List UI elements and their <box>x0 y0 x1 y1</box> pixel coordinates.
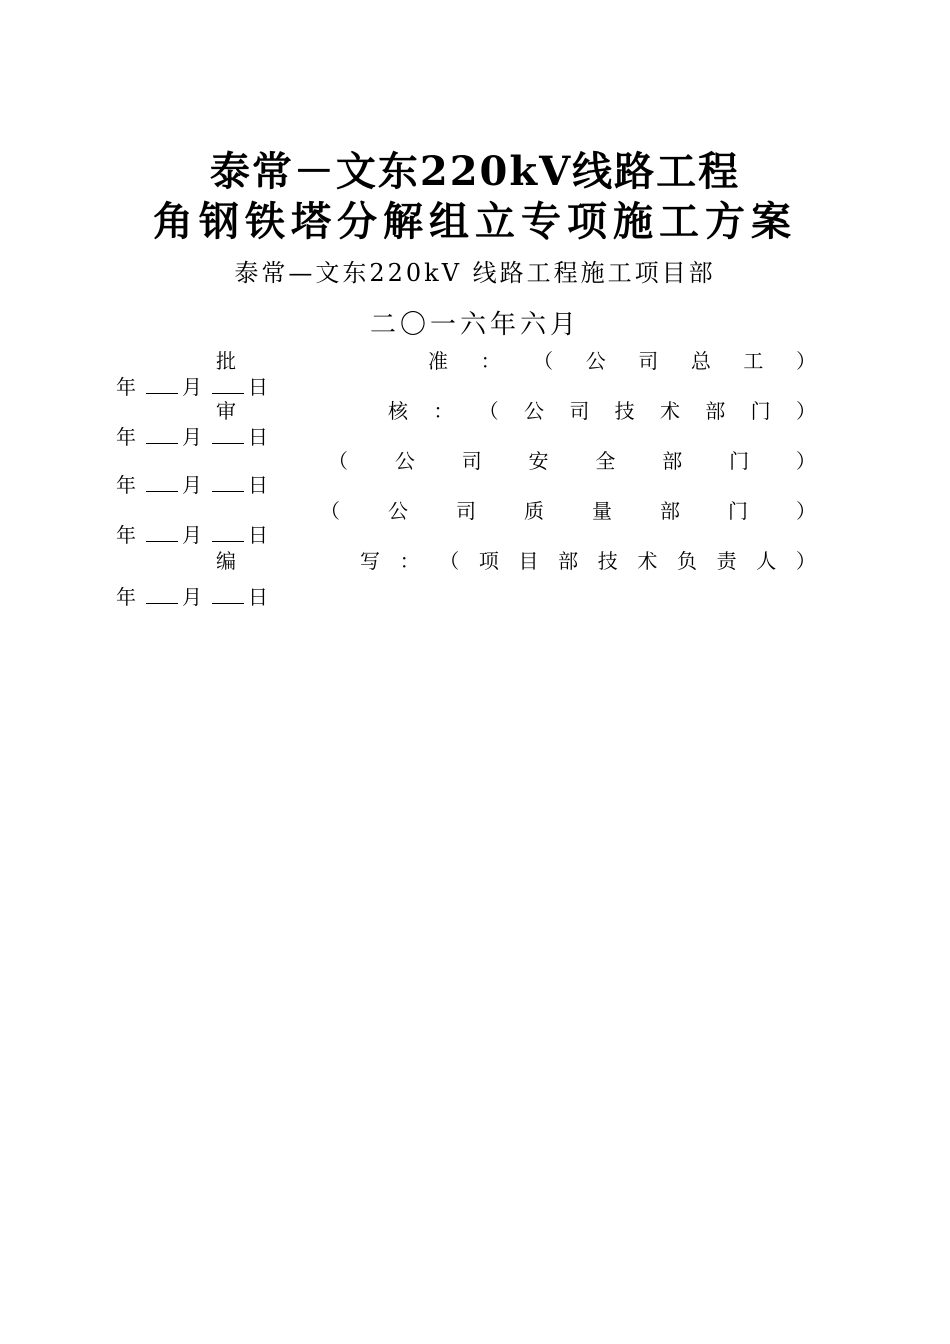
author-role-char: ： <box>399 549 420 573</box>
month-blank[interactable] <box>146 375 178 394</box>
review-role-char: （ <box>478 399 499 423</box>
month-blank[interactable] <box>146 523 178 542</box>
title-line-1: 泰常－文东220kV线路工程 <box>209 148 741 195</box>
review-role-char: 司 <box>569 399 590 423</box>
quality-role-char: 量 <box>592 499 612 523</box>
month-label: 月 <box>182 523 202 547</box>
author-role-char: 术 <box>637 549 658 573</box>
safety-role-char: ） <box>795 449 816 473</box>
approve-label: 批 <box>216 349 236 373</box>
document-date: 二〇一六年六月 <box>369 310 580 340</box>
author-role-char: （ <box>439 549 460 573</box>
day-blank[interactable] <box>212 585 244 604</box>
quality-role-char: ） <box>796 499 816 523</box>
author-row <box>116 548 816 574</box>
author-role-char: 项 <box>478 549 499 573</box>
approve-role-char: 司 <box>638 349 659 373</box>
approve-role-char: ： <box>480 349 501 373</box>
author-role-char: 技 <box>597 549 618 573</box>
day-blank[interactable] <box>212 523 244 542</box>
safety-role-char: 门 <box>729 449 750 473</box>
year-label: 年 <box>116 473 136 497</box>
day-blank[interactable] <box>212 375 244 394</box>
author-role-char: 负 <box>677 549 697 573</box>
author-label: 编 <box>216 549 236 573</box>
author-role-char: 写 <box>360 549 380 573</box>
month-blank[interactable] <box>146 473 178 492</box>
organization-name: 泰常—文东220kV 线路工程施工项目部 <box>234 259 716 287</box>
review-role-char: ） <box>795 399 816 423</box>
quality-date-line <box>116 522 268 548</box>
safety-role-char: 全 <box>595 449 616 473</box>
month-label: 月 <box>182 585 202 609</box>
author-role-char: 人 <box>756 549 777 573</box>
review-role-char: 核 <box>388 399 408 423</box>
quality-role-char: 质 <box>524 499 544 523</box>
title-line-2: 角钢铁塔分解组立专项施工方案 <box>153 198 797 245</box>
approve-role-char: ） <box>795 349 816 373</box>
safety-role-char: 公 <box>394 449 415 473</box>
review-role <box>388 398 816 424</box>
approve-role-char: 工 <box>743 349 764 373</box>
safety-row <box>116 448 816 474</box>
safety-date-line <box>116 472 268 498</box>
month-label: 月 <box>182 375 202 399</box>
review-label: 审 <box>216 399 236 423</box>
author-role <box>360 548 816 574</box>
safety-role <box>328 448 816 474</box>
quality-role-char: 门 <box>728 499 748 523</box>
approve-date-line <box>116 374 268 400</box>
day-label: 日 <box>248 375 268 399</box>
review-role-char: 门 <box>750 399 771 423</box>
safety-role-char: 部 <box>662 449 683 473</box>
approve-row <box>116 348 816 374</box>
safety-role-char: 安 <box>528 449 549 473</box>
approve-role-char: 总 <box>690 349 711 373</box>
month-blank[interactable] <box>146 585 178 604</box>
year-label: 年 <box>116 523 136 547</box>
author-role-char: 目 <box>518 549 539 573</box>
author-role-char: 责 <box>716 549 737 573</box>
approve-role-char: 准 <box>428 349 448 373</box>
day-blank[interactable] <box>212 425 244 444</box>
quality-row <box>116 498 816 524</box>
review-role-char: 部 <box>705 399 726 423</box>
review-role-char: 术 <box>659 399 680 423</box>
review-role-char: 公 <box>523 399 544 423</box>
month-label: 月 <box>182 473 202 497</box>
approve-role-char: 公 <box>585 349 606 373</box>
approve-role-char: （ <box>533 349 554 373</box>
author-date-line <box>116 584 268 610</box>
quality-role-char: （ <box>320 499 340 523</box>
safety-role-char: 司 <box>461 449 482 473</box>
safety-role-char: （ <box>328 449 348 473</box>
year-label: 年 <box>116 585 136 609</box>
day-label: 日 <box>248 473 268 497</box>
year-label: 年 <box>116 375 136 399</box>
day-label: 日 <box>248 523 268 547</box>
day-label: 日 <box>248 425 268 449</box>
quality-role <box>320 498 816 524</box>
quality-role-char: 公 <box>388 499 408 523</box>
author-role-char: 部 <box>558 549 579 573</box>
review-role-char: ： <box>433 399 454 423</box>
quality-role-char: 部 <box>660 499 680 523</box>
quality-role-char: 司 <box>456 499 476 523</box>
author-role-char: ） <box>795 549 816 573</box>
review-row <box>116 398 816 424</box>
review-date-line <box>116 424 268 450</box>
day-blank[interactable] <box>212 473 244 492</box>
review-role-char: 技 <box>614 399 635 423</box>
month-blank[interactable] <box>146 425 178 444</box>
year-label: 年 <box>116 425 136 449</box>
approve-role <box>428 348 816 374</box>
day-label: 日 <box>248 585 268 609</box>
month-label: 月 <box>182 425 202 449</box>
